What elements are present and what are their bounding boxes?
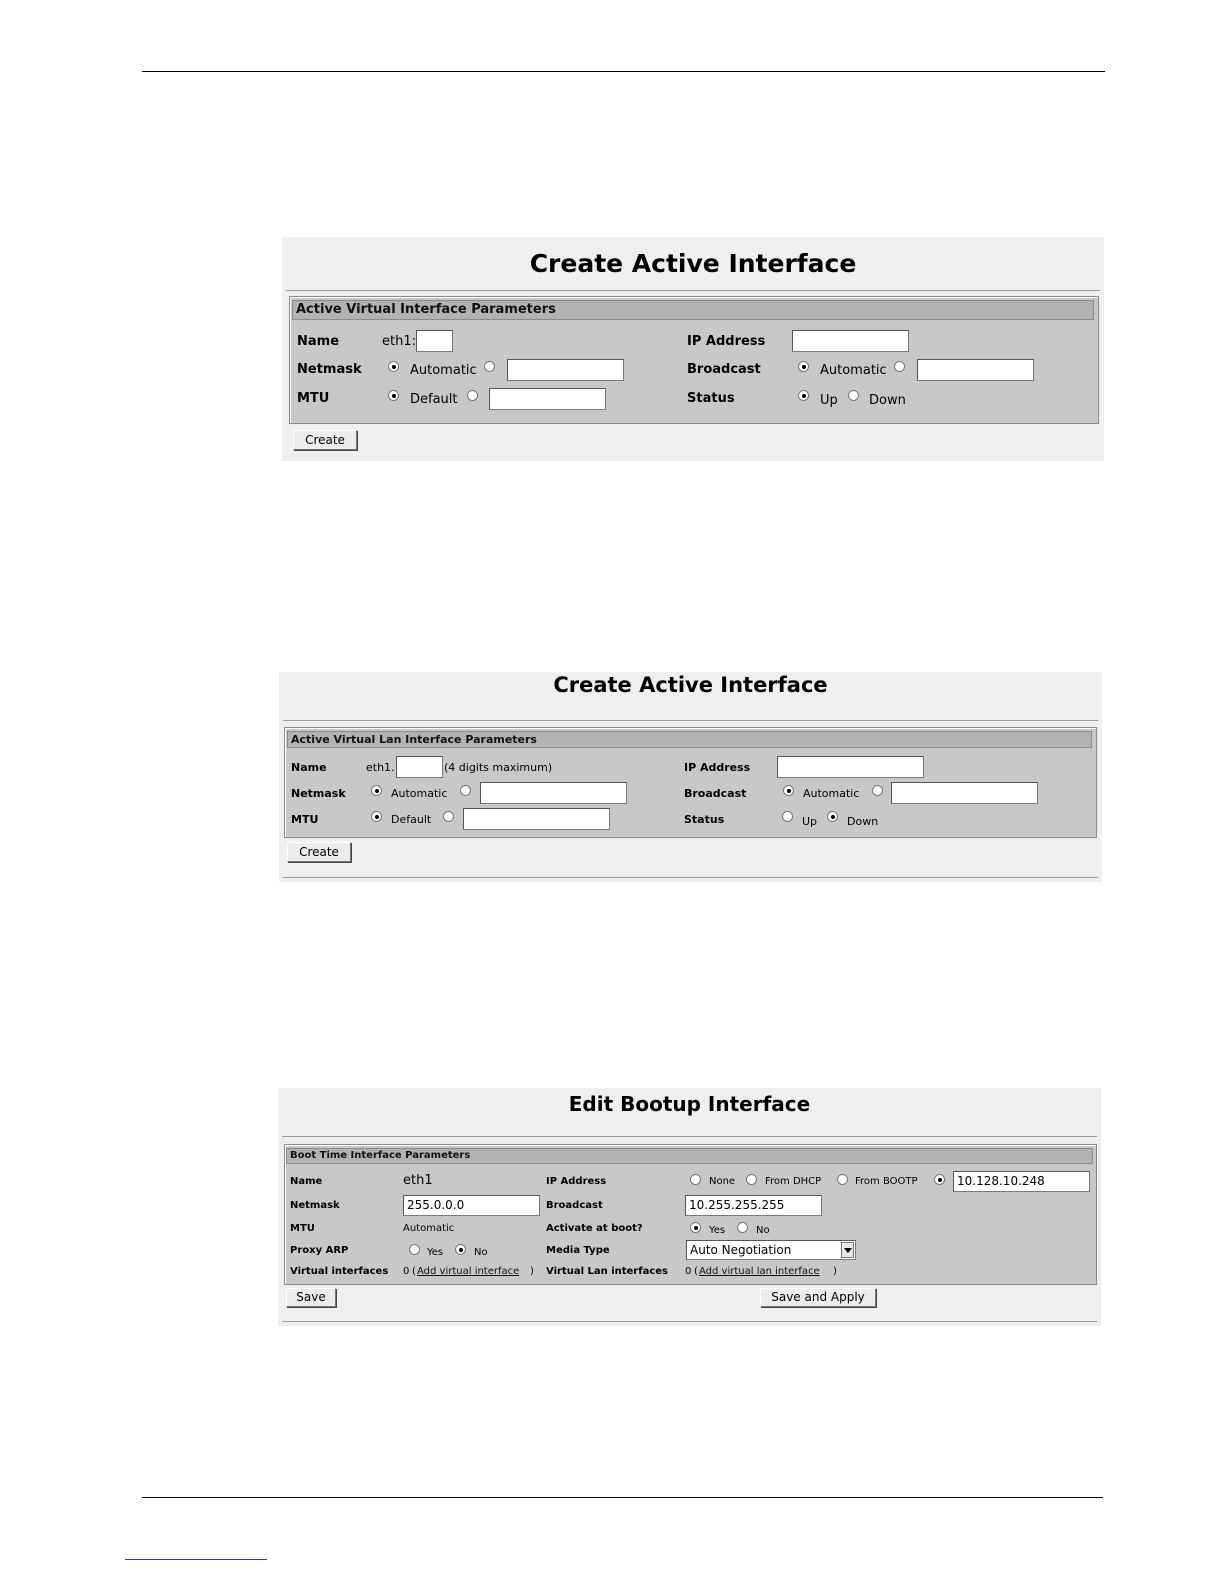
status-down-label: Down (869, 393, 906, 408)
mtu-default-label: Default (391, 813, 432, 826)
add-virtual-interface-link[interactable]: Add virtual interface (417, 1266, 520, 1277)
status-down-label: Down (847, 815, 879, 828)
active-virtual-interface-fieldset (289, 296, 1099, 424)
panel-title: Edit Bootup Interface (568, 1092, 811, 1116)
add-virtual-lan-interface-link[interactable]: Add virtual lan interface (699, 1266, 820, 1277)
mtu-value: Automatic (403, 1223, 455, 1234)
title-separator (283, 720, 1098, 721)
activate-at-boot-label: Activate at boot? (546, 1223, 643, 1234)
active-virtual-lan-interface-fieldset (284, 727, 1097, 838)
mtu-input[interactable] (489, 388, 606, 410)
virtual-interfaces-paren-close: ) (530, 1266, 534, 1277)
header-rule (142, 71, 1105, 72)
ip-from-dhcp-label: From DHCP (765, 1176, 822, 1187)
broadcast-input[interactable]: 10.255.255.255 (685, 1195, 822, 1216)
status-up-radio[interactable] (798, 390, 809, 401)
chevron-down-icon[interactable] (841, 1242, 854, 1258)
ip-static-radio[interactable] (934, 1174, 945, 1185)
ip-from-bootp-label: From BOOTP (855, 1176, 918, 1187)
ip-address-label: IP Address (687, 334, 766, 349)
name-input[interactable] (416, 330, 453, 352)
fieldset-legend: Active Virtual Interface Parameters (292, 300, 1094, 320)
status-up-radio[interactable] (782, 811, 793, 822)
activate-yes-label: Yes (709, 1225, 726, 1236)
name-hint: (4 digits maximum) (444, 761, 553, 774)
virtual-interfaces-count: 0 (403, 1266, 410, 1277)
ip-none-label: None (709, 1176, 736, 1187)
create-active-interface-panel (282, 237, 1104, 461)
broadcast-automatic-radio[interactable] (798, 361, 809, 372)
create-button[interactable]: Create (287, 842, 351, 862)
status-up-label: Up (820, 393, 838, 408)
status-down-radio[interactable] (848, 390, 859, 401)
name-label: Name (291, 761, 327, 774)
name-label: Name (297, 334, 340, 349)
proxy-arp-label: Proxy ARP (290, 1245, 349, 1256)
virtual-interfaces-label: Virtual interfaces (290, 1266, 389, 1277)
save-button[interactable]: Save (286, 1288, 336, 1307)
activate-no-label: No (756, 1225, 770, 1236)
panel-title: Create Active Interface (553, 673, 828, 697)
netmask-automatic-label: Automatic (391, 787, 448, 800)
fieldset-legend: Active Virtual Lan Interface Parameters (287, 731, 1092, 748)
status-label: Status (684, 813, 725, 826)
mtu-label: MTU (291, 813, 319, 826)
netmask-label: Netmask (291, 787, 346, 800)
proxy-arp-no-radio[interactable] (455, 1244, 466, 1255)
footer-link-underline (125, 1559, 267, 1560)
fieldset-legend: Boot Time Interface Parameters (286, 1148, 1093, 1164)
virtual-lan-interfaces-count: 0 (685, 1266, 692, 1277)
netmask-input[interactable] (507, 359, 624, 381)
media-type-select[interactable]: Auto Negotiation (686, 1240, 856, 1260)
broadcast-custom-radio[interactable] (872, 785, 883, 796)
bottom-separator (283, 877, 1098, 878)
proxy-arp-yes-radio[interactable] (409, 1244, 420, 1255)
virtual-lan-interfaces-label: Virtual Lan interfaces (546, 1266, 669, 1277)
netmask-input[interactable]: 255.0.0.0 (403, 1195, 540, 1216)
ip-address-label: IP Address (546, 1176, 607, 1187)
media-type-label: Media Type (546, 1245, 610, 1256)
ip-from-dhcp-radio[interactable] (746, 1174, 757, 1185)
mtu-label: MTU (297, 391, 330, 406)
name-prefix: eth1: (382, 334, 416, 349)
ip-from-bootp-radio[interactable] (837, 1174, 848, 1185)
netmask-label: Netmask (290, 1200, 340, 1211)
status-label: Status (687, 391, 735, 406)
ip-none-radio[interactable] (690, 1174, 701, 1185)
virtual-lan-interfaces-paren-close: ) (833, 1266, 837, 1277)
broadcast-label: Broadcast (546, 1200, 603, 1211)
name-prefix: eth1. (366, 761, 395, 774)
status-up-label: Up (802, 815, 818, 828)
proxy-arp-no-label: No (474, 1247, 488, 1258)
name-input[interactable] (396, 756, 443, 778)
netmask-label: Netmask (297, 362, 362, 377)
edit-bootup-interface-panel (278, 1088, 1101, 1326)
name-value: eth1 (403, 1173, 433, 1188)
name-label: Name (290, 1176, 323, 1187)
netmask-automatic-label: Automatic (410, 363, 477, 378)
save-and-apply-button[interactable]: Save and Apply (760, 1288, 876, 1307)
mtu-custom-radio[interactable] (443, 811, 454, 822)
ip-address-input[interactable] (792, 330, 909, 352)
broadcast-automatic-label: Automatic (820, 363, 887, 378)
mtu-default-radio[interactable] (371, 811, 382, 822)
broadcast-label: Broadcast (684, 787, 747, 800)
virtual-lan-interfaces-paren-open: ( (694, 1266, 698, 1277)
status-down-radio[interactable] (827, 811, 838, 822)
broadcast-input[interactable] (891, 782, 1038, 804)
netmask-custom-radio[interactable] (460, 785, 471, 796)
mtu-input[interactable] (463, 808, 610, 830)
broadcast-label: Broadcast (687, 362, 761, 377)
virtual-interfaces-paren-open: ( (412, 1266, 416, 1277)
ip-address-input[interactable] (777, 756, 924, 778)
panel-title: Create Active Interface (529, 249, 857, 278)
mtu-default-radio[interactable] (388, 390, 399, 401)
mtu-label: MTU (290, 1223, 315, 1234)
netmask-automatic-radio[interactable] (388, 361, 399, 372)
title-separator (286, 290, 1100, 291)
activate-yes-radio[interactable] (690, 1222, 701, 1233)
netmask-custom-radio[interactable] (484, 361, 495, 372)
create-active-lan-interface-panel (279, 672, 1102, 882)
broadcast-custom-radio[interactable] (894, 361, 905, 372)
bottom-separator (282, 1321, 1097, 1322)
broadcast-automatic-radio[interactable] (783, 785, 794, 796)
netmask-automatic-radio[interactable] (371, 785, 382, 796)
boot-time-interface-fieldset (284, 1144, 1097, 1285)
broadcast-input[interactable] (917, 359, 1034, 381)
mtu-default-label: Default (410, 392, 458, 407)
title-separator (282, 1136, 1097, 1137)
footer-rule (142, 1497, 1103, 1498)
activate-no-radio[interactable] (737, 1222, 748, 1233)
proxy-arp-yes-label: Yes (427, 1247, 444, 1258)
broadcast-automatic-label: Automatic (803, 787, 860, 800)
create-button[interactable]: Create (293, 430, 357, 450)
ip-address-input[interactable]: 10.128.10.248 (953, 1171, 1090, 1192)
netmask-input[interactable] (480, 782, 627, 804)
mtu-custom-radio[interactable] (467, 390, 478, 401)
ip-address-label: IP Address (684, 761, 751, 774)
